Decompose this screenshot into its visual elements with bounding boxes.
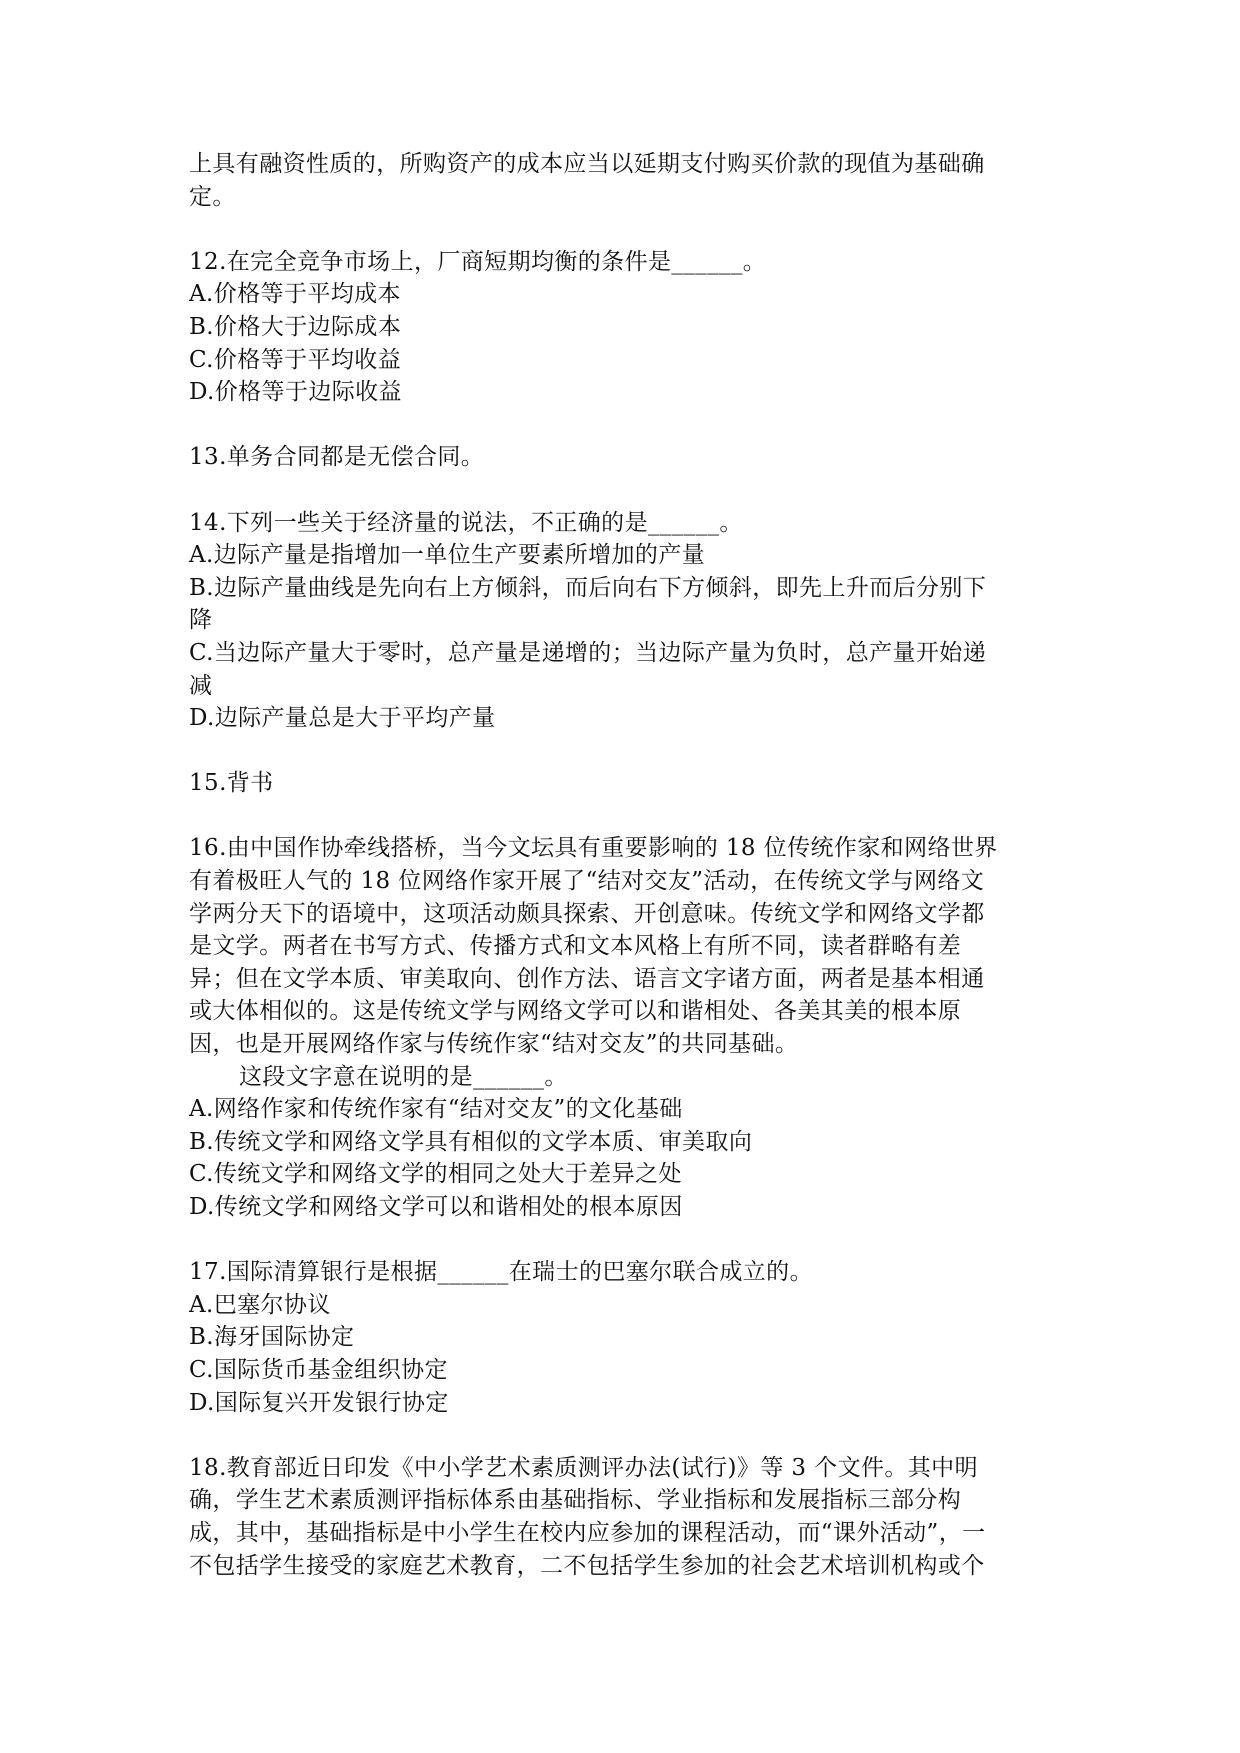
- option-d: D.国际复兴开发银行协定: [189, 1389, 449, 1416]
- option-d: D.边际产量总是大于平均产量: [189, 705, 496, 732]
- option-a: A.网络作家和传统作家有“结对交友”的文化基础: [189, 1096, 683, 1123]
- document-page: [189, 148, 1069, 1582]
- passage-line: 有着极旺人气的 18 位网络作家开展了“结对交友”活动，在传统文学与网络文: [189, 868, 985, 895]
- passage-line: 不包括学生接受的家庭艺术教育，二不包括学生参加的社会艺术培训机构或个: [189, 1552, 985, 1579]
- option-b: B.边际产量曲线是先向右上方倾斜，而后向右下方倾斜，即先上升而后分别下: [189, 574, 987, 601]
- text-line: 上具有融资性质的，所购资产的成本应当以延期支付购买价款的现值为基础确: [189, 151, 985, 177]
- passage-line: 确，学生艺术素质测评指标体系由基础指标、学业指标和发展指标三部分构: [189, 1487, 962, 1514]
- option-d: D.价格等于边际收益: [189, 379, 402, 406]
- passage-line: 16.由中国作协牵线搭桥，当今文坛具有重要影响的 18 位传统作家和网络世界: [189, 835, 998, 862]
- question-14: [189, 507, 1069, 735]
- option-c: C.国际货币基金组织协定: [189, 1356, 448, 1383]
- passage-line: 或大体相似的。这是传统文学与网络文学可以和谐相处、各美其美的根本原: [189, 998, 962, 1025]
- option-d: D.传统文学和网络文学可以和谐相处的根本原因: [189, 1194, 683, 1220]
- question-12: [189, 246, 1069, 409]
- question-15: [189, 767, 1069, 800]
- option-b: B.海牙国际协定: [189, 1324, 355, 1351]
- continuation-paragraph: [189, 148, 1069, 213]
- passage-line: 因，也是开展网络作家与传统作家“结对交友”的共同基础。: [189, 1031, 799, 1058]
- option-a: A.巴塞尔协议: [189, 1291, 331, 1318]
- question-18: [189, 1452, 1069, 1582]
- option-c: C.价格等于平均收益: [189, 346, 402, 373]
- option-c-continued: 减: [189, 672, 213, 699]
- passage-line: 成，其中，基础指标是中小学生在校内应参加的课程活动，而“课外活动”，一: [189, 1519, 986, 1546]
- question-stem: 12.在完全竞争市场上，厂商短期均衡的条件是______。: [189, 248, 767, 275]
- option-c: C.传统文学和网络文学的相同之处大于差异之处: [189, 1161, 682, 1188]
- passage-line: 18.教育部近日印发《中小学艺术素质测评办法(试行)》等 3 个文件。其中明: [189, 1454, 978, 1481]
- question-16: [189, 832, 1069, 1223]
- text-line: 定。: [189, 183, 236, 210]
- question-13: [189, 441, 1069, 474]
- option-b: B.价格大于边际成本: [189, 313, 402, 340]
- option-c: C.当边际产量大于零时，总产量是递增的；当边际产量为负时，总产量开始递: [189, 639, 987, 666]
- passage-line: 学两分天下的语境中，这项活动颇具探索、开创意味。传统文学和网络文学都: [189, 900, 985, 927]
- option-a: A.价格等于平均成本: [189, 281, 401, 308]
- question-stem: 13.单务合同都是无偿合同。: [189, 444, 485, 471]
- passage-line: 是文学。两者在书写方式、传播方式和文本风格上有所不同，读者群略有差: [189, 933, 962, 960]
- question-stem: 17.国际清算银行是根据______在瑞士的巴塞尔联合成立的。: [189, 1259, 813, 1286]
- option-b-continued: 降: [189, 607, 213, 634]
- passage-line: 异；但在文学本质、审美取向、创作方法、语言文字诸方面，两者是基本相通: [189, 965, 985, 992]
- option-b: B.传统文学和网络文学具有相似的文学本质、审美取向: [189, 1128, 753, 1155]
- option-a: A.边际产量是指增加一单位生产要素所增加的产量: [189, 542, 706, 569]
- question-prompt: 这段文字意在说明的是______。: [239, 1063, 568, 1090]
- question-17: [189, 1256, 1069, 1419]
- question-stem: 15.背书: [189, 770, 274, 797]
- question-stem: 14.下列一些关于经济量的说法，不正确的是______。: [189, 509, 743, 536]
